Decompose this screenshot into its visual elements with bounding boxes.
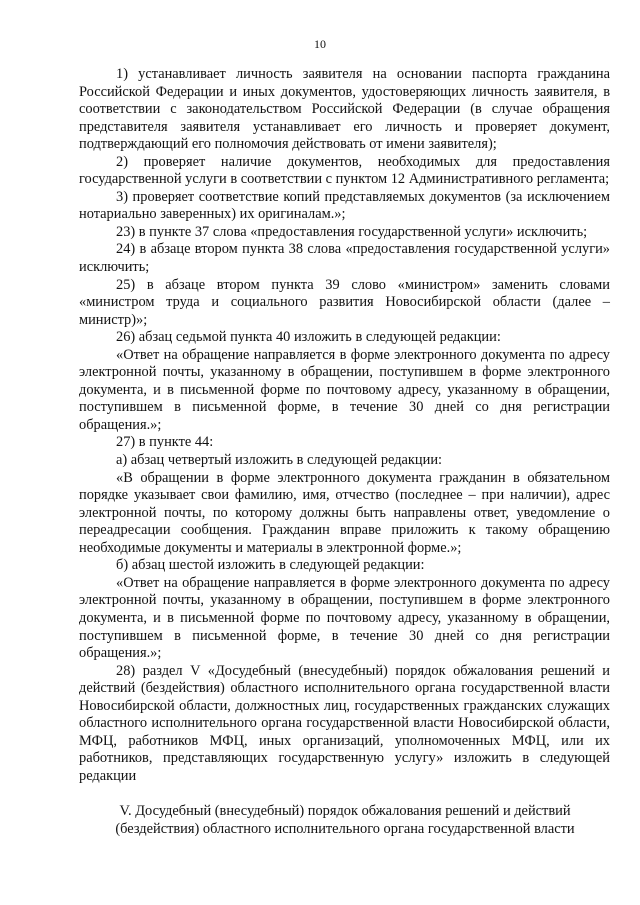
document-body [79,66,610,785]
section-heading-line-1: V. Досудебный (внесудебный) порядок обжалования решений и действий [119,803,571,819]
section-heading-line-2: (бездействия) областного исполнительного органа государственной власти [115,820,575,837]
paragraph-item-2: 2) проверяет наличие документов, необходимых для предоставления государственной услуги в соответствии с пунктом 12 Административного регламента; [79,153,610,188]
paragraph-item-28: 28) раздел V «Досудебный (внесудебный) порядок обжалования решений и действий (бездействия) областного исполнительного органа государственной власти Новосибирской области, должностных лиц, государственных гражданских служащих областного исполнительного органа государственной власти Новосибирской области, МФЦ, работников МФЦ, иных организаций, уполномоченных МФЦ, или их работников, представляющих государственную услугу» изложить в следующей редакции [79,662,610,784]
paragraph-item-25: 25) в абзаце втором пункта 39 слово «министром» заменить словами «министром труда и социального развития Новосибирской области (далее – министр)»; [79,276,610,328]
paragraph-item-23: 23) в пункте 37 слова «предоставления государственной услуги» исключить; [116,223,588,240]
paragraph-subitem-b: б) абзац шестой изложить в следующей редакции: [116,557,425,574]
paragraph-item-3: 3) проверяет соответствие копий представляемых документов (за исключением нотариально заверенных) их оригиналам.»; [79,188,610,223]
paragraph-item-24: 24) в абзаце втором пункта 38 слова «предоставления государственной услуги» исключить; [79,241,610,276]
page-number: 10 [314,37,326,51]
paragraph-quote-b: «Ответ на обращение направляется в форме электронного документа по адресу электронной почты, указанному в обращении, поступившем в форме электронного документа, и в письменной форме по почтовому адресу, указанному в обращении, поступившем в письменной форме, в течение 30 дней со дня регистрации обращения.»; [79,574,610,662]
paragraph-quote-26: «Ответ на обращение направляется в форме электронного документа по адресу электронной почты, указанному в обращении, поступившем в форме электронного документа, и в письменной форме по почтовому адресу, указанному в обращении, поступившем в письменной форме, в течение 30 дней со дня регистрации обращения.»; [79,346,610,433]
paragraph-subitem-a: а) абзац четвертый изложить в следующей редакции: [116,452,443,469]
paragraph-quote-a: «В обращении в форме электронного документа гражданин в обязательном порядке указывает свои фамилию, имя, отчество (последнее – при наличии), адрес электронной почты, по которому должны быть направлены ответ, уведомление о переадресации сообщения. Гражданин вправе приложить к такому обращению необходимые документы и материалы в электронной форме.»; [79,469,610,556]
section-heading [75,803,615,838]
paragraph-item-27: 27) в пункте 44: [116,434,214,451]
paragraph-item-26: 26) абзац седьмой пункта 40 изложить в следующей редакции: [116,329,501,346]
paragraph-item-1: 1) устанавливает личность заявителя на основании паспорта гражданина Российской Федерации и иных документов, удостоверяющих личность заявителя, в соответствии с законодательством Российской Федерации (в случае обращения представителя заявителя устанавливает его личность и проверяет документ, подтверждающий его полномочия действовать от имени заявителя); [79,66,610,153]
